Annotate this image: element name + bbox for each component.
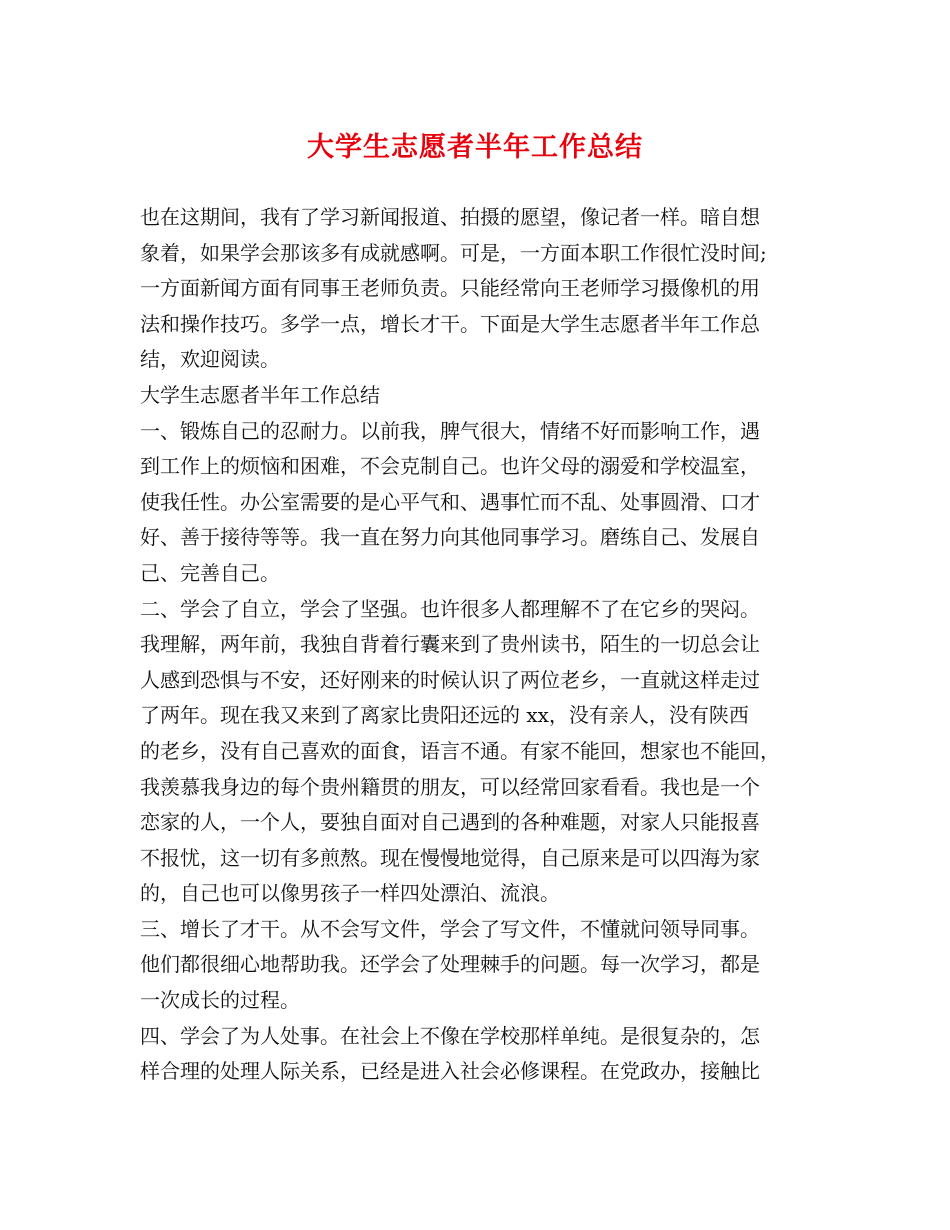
body-line: 不报忧，这一切有多煎熬。现在慢慢地觉得，自己原来是可以四海为家 [140, 845, 760, 870]
body-line: 样合理的处理人际关系，已经是进入社会必修课程。在党政办，接触比 [140, 1059, 760, 1084]
body-line: 四、学会了为人处事。在社会上不像在学校那样单纯。是很复杂的，怎 [140, 1023, 760, 1048]
body-line: 好、善于接待等等。我一直在努力向其他同事学习。磨练自己、发展自 [140, 525, 760, 550]
body-line: 使我任性。办公室需要的是心平气和、遇事忙而不乱、处事圆滑、口才 [140, 489, 760, 514]
body-line: 象着，如果学会那该多有成就感啊。可是，一方面本职工作很忙没时间; [140, 240, 767, 265]
body-line: 了两年。现在我又来到了离家比贵阳还远的 xx，没有亲人，没有陕西 [140, 703, 749, 728]
body-line: 一方面新闻方面有同事王老师负责。只能经常向王老师学习摄像机的用 [140, 276, 760, 301]
body-line: 我羡慕我身边的每个贵州籍贯的朋友，可以经常回家看看。我也是一个 [140, 774, 760, 799]
body-line: 三、增长了才干。从不会写文件，学会了写文件，不懂就问领导同事。 [140, 916, 760, 941]
body-line: 我理解，两年前，我独自背着行囊来到了贵州读书，陌生的一切总会让 [140, 632, 760, 657]
body-line: 一次成长的过程。 [140, 988, 300, 1013]
body-line: 二、学会了自立，学会了坚强。也许很多人都理解不了在它乡的哭闷。 [140, 596, 760, 621]
body-line: 的老乡，没有自己喜欢的面食，语言不通。有家不能回，想家也不能回， [140, 738, 780, 763]
section-heading: 大学生志愿者半年工作总结 [140, 382, 380, 407]
body-line: 的，自己也可以像男孩子一样四处漂泊、流浪。 [140, 881, 560, 906]
body-line: 法和操作技巧。多学一点，增长才干。下面是大学生志愿者半年工作总 [140, 311, 760, 336]
document-title: 大学生志愿者半年工作总结 [307, 132, 643, 163]
body-line: 己、完善自己。 [140, 560, 280, 585]
body-line: 他们都很细心地帮助我。还学会了处理棘手的问题。每一次学习，都是 [140, 952, 760, 977]
body-line: 到工作上的烦恼和困难，不会克制自己。也许父母的溺爱和学校温室， [140, 454, 760, 479]
body-line: 结，欢迎阅读。 [140, 347, 280, 372]
body-line: 人感到恐惧与不安，还好刚来的时候认识了两位老乡，一直就这样走过 [140, 667, 760, 692]
body-line: 恋家的人，一个人，要独自面对自己遇到的各种难题，对家人只能报喜 [140, 810, 760, 835]
document-body [140, 200, 830, 1090]
body-line: 也在这期间，我有了学习新闻报道、拍摄的愿望，像记者一样。暗自想 [140, 205, 760, 229]
body-line: 一、锻炼自己的忍耐力。以前我，脾气很大，情绪不好而影响工作，遇 [140, 418, 760, 443]
